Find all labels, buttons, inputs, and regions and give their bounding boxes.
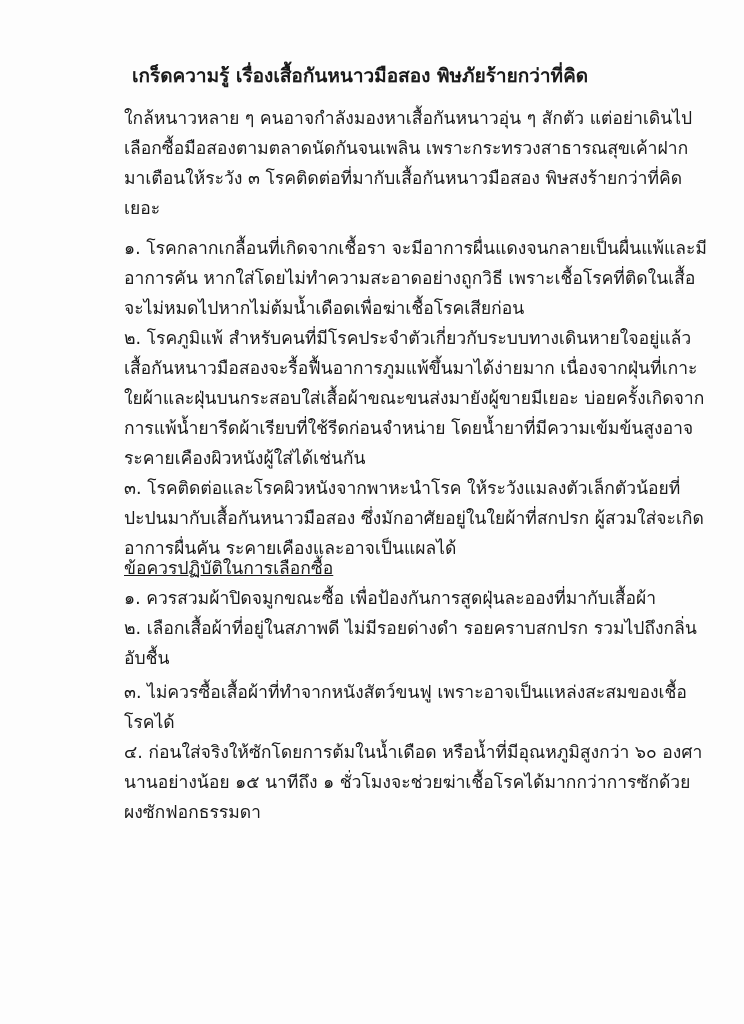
tip-item-4: ๔. ก่อนใส่จริงให้ซักโดยการต้มในน้ำเดือด หรือน้ำที่มีอุณหภูมิสูงกว่า ๖๐ องศานานอย่างน้อย ๑๕ นาทีถึง ๑ ชั่วโมงจะช่วยฆ่าเชื้อโรคได้มากกว่าการซักด้วยผงซักฟอกธรรมดา [124,743,703,823]
tips-heading: ข้อควรปฏิบัติในการเลือกซื้อ [124,559,334,579]
intro-section [124,104,709,224]
disease-item-3: ๓. โรคติดต่อและโรคผิวหนังจากพาหะนำโรค ให้ระวังแมลงตัวเล็กตัวน้อยที่ปะปนมากับเสื้อกันหนาวมือสอง ซึ่งมักอาศัยอยู่ในใยผ้าที่สกปรก ผู้สวมใส่จะเกิดอาการผื่นคัน ระคายเคืองและอาจเป็นแผลได้ [124,479,704,559]
tip-item-3: ๓. ไม่ควรซื้อเสื้อผ้าที่ทำจากหนังสัตว์ขนฟู เพราะอาจเป็นแหล่งสะสมของเชื้อโรคได้ [124,683,687,733]
disease-item-1: ๑. โรคกลากเกลื้อนที่เกิดจากเชื้อรา จะมีอาการผื่นแดงจนกลายเป็นผื่นแพ้และมีอาการคัน หากใส่โดยไม่ทำความสะอาดอย่างถูกวิธี เพราะเชื้อโรคที่ติดในเสื้อจะไม่หมดไปหากไม่ต้มน้ำเดือดเพื่อฆ่าเชื้อโรคเสียก่อน [124,239,707,319]
tip-item-2: ๒. เลือกเสื้อผ้าที่อยู่ในสภาพดี ไม่มีรอยด่างดำ รอยคราบสกปรก รวมไปถึงกลิ่นอับชื้น [124,619,697,669]
disease-item-2: ๒. โรคภูมิแพ้ สำหรับคนที่มีโรคประจำตัวเกี่ยวกับระบบทางเดินหายใจอยู่แล้ว เสื้อกันหนาวมือสองจะรื้อฟื้นอาการภูมแพ้ขึ้นมาได้ง่ายมาก เนื่องจากฝุ่นที่เกาะใยผ้าและฝุ่นบนกระสอบใส่เสื้อผ้าขณะขนส่งมายังผู้ขายมีเยอะ บ่อยครั้งเกิดจากการแพ้น้ำยารีดผ้าเรียบที่ใช้รีดก่อนจำหน่าย โดยน้ำยาที่มีความเข้มข้นสูงอาจระคายเคืองผิวหนังผู้ใส่ได้เช่นกัน [124,329,705,469]
diseases-section [124,234,709,564]
tip-item-1: ๑. ควรสวมผ้าปิดจมูกขณะซื้อ เพื่อป้องกันการสูดฝุ่นละอองที่มากับเสื้อผ้า [124,589,657,609]
intro-paragraph: ใกล้หนาวหลาย ๆ คนอาจกำลังมองหาเสื้อกันหนาวอุ่น ๆ สักตัว แต่อย่าเดินไปเลือกซื้อมือสองตามตลาดนัดกันจนเพลิน เพราะกระทรวงสาธารณสุขเค้าฝากมาเตือนให้ระวัง ๓ โรคติดต่อที่มากับเสื้อกันหนาวมือสอง พิษสงร้ายกว่าที่คิดเยอะ [124,109,693,219]
tips-section [124,554,709,828]
document-title: เกร็ดความรู้ เรื่องเสื้อกันหนาวมือสอง พิษภัยร้ายกว่าที่คิด [132,65,589,87]
